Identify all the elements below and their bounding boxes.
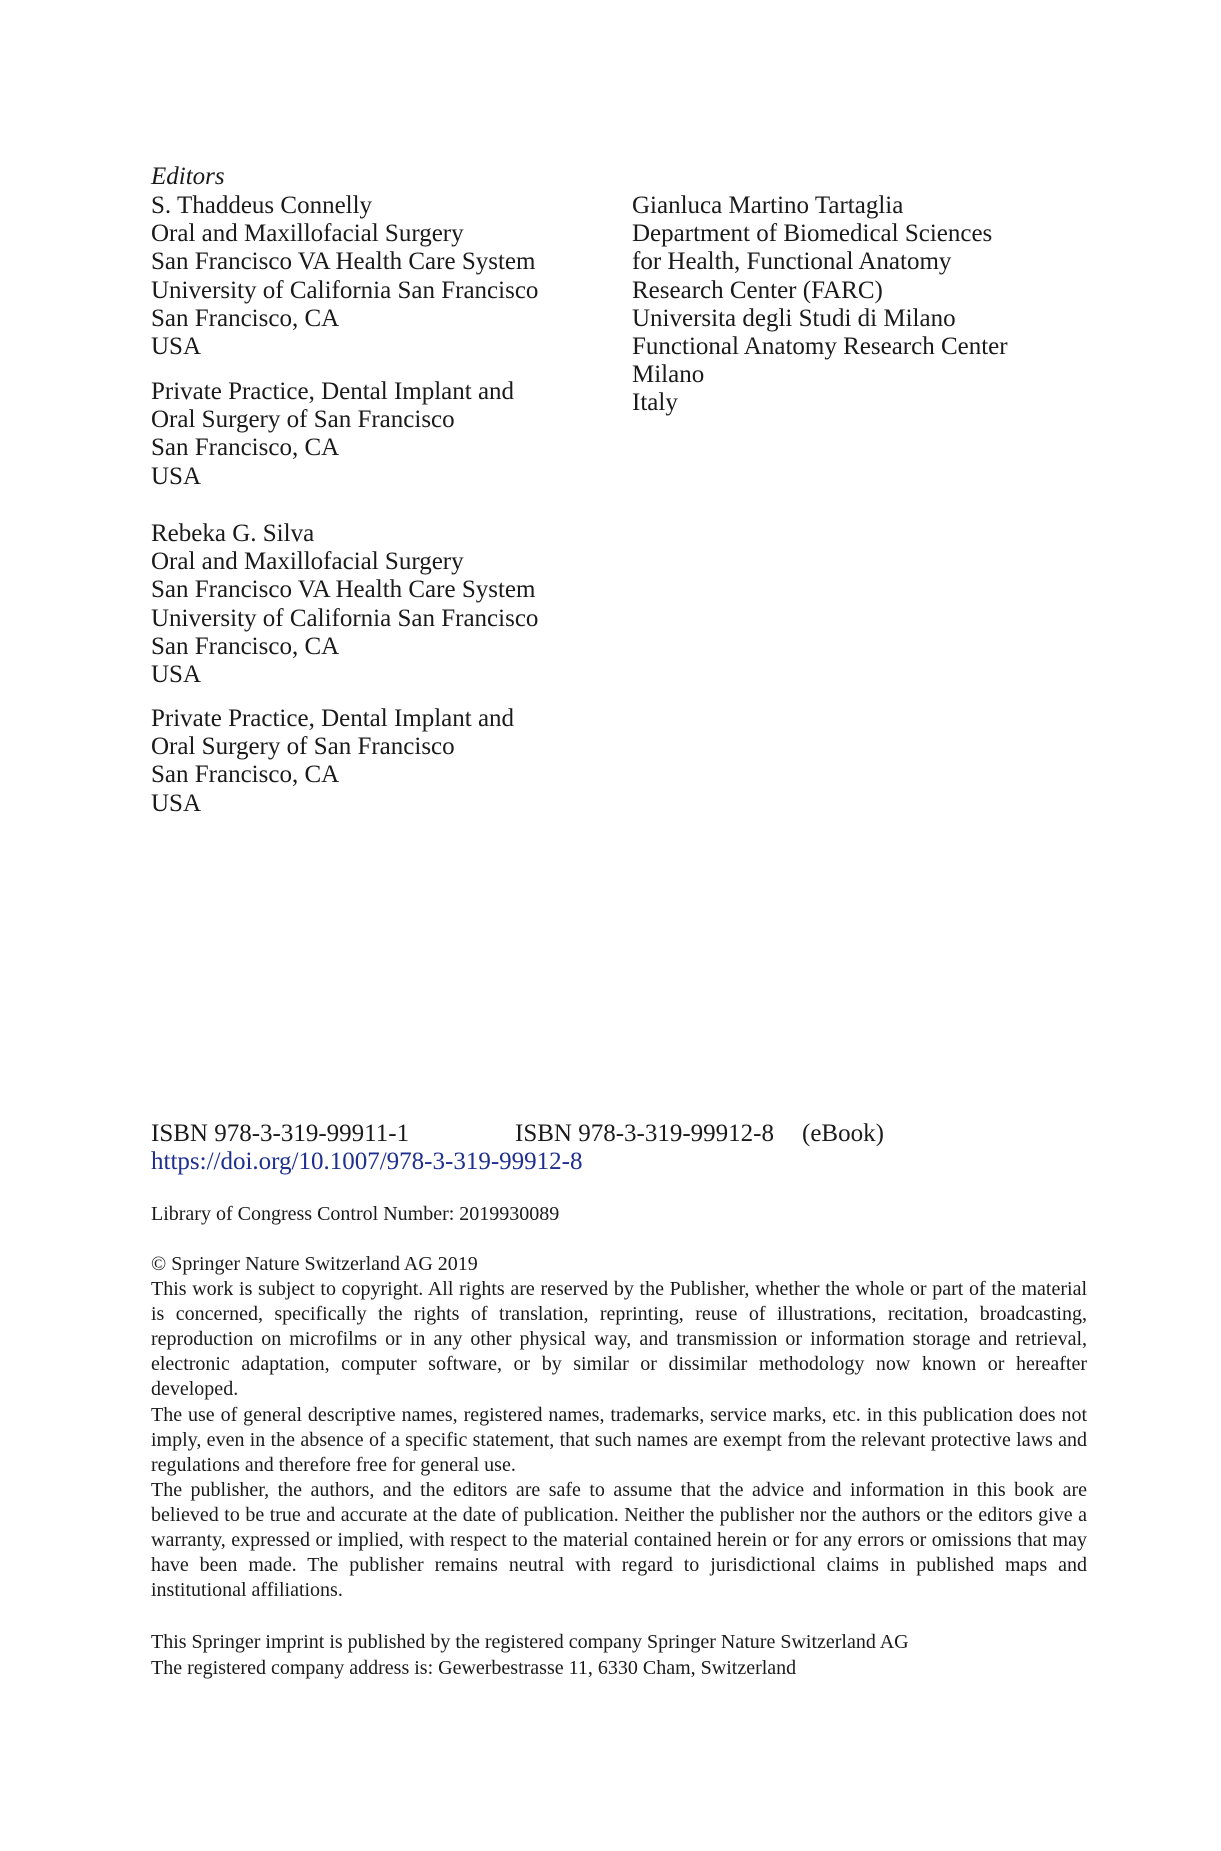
isbn-print: ISBN 978-3-319-99911-1	[151, 1120, 410, 1147]
editor-name: Gianluca Martino Tartaglia	[632, 192, 904, 219]
affiliation-line: University of California San Francisco	[151, 604, 539, 632]
affiliation-line: University of California San Francisco	[151, 276, 539, 304]
editor-name: Rebeka G. Silva	[151, 520, 315, 547]
affiliation-line: Universita degli Studi di Milano	[632, 304, 956, 332]
imprint-line: This Springer imprint is published by the registered company Springer Nature Switzerland AG	[151, 1631, 909, 1653]
editor-connelly-secondary-affiliation	[151, 378, 514, 491]
doi-link[interactable]: https://doi.org/10.1007/978-3-319-99912-8	[151, 1148, 583, 1175]
affiliation-line: Private Practice, Dental Implant and	[151, 378, 515, 405]
editor-connelly-primary-affiliation	[151, 192, 538, 361]
affiliation-line: San Francisco VA Health Care System	[151, 248, 536, 276]
copyright-statement	[151, 1252, 1087, 1603]
copyright-paragraph: The publisher, the authors, and the editors are safe to assume that the advice and information in this book are believed to be true and accurate at the date of publication. Neither the publisher nor the authors or the editors give a warranty, expressed or implied, with respect to the material contained herein or for any errors or omissions that may have been made. The publisher remains neutral with regard to jurisdictional claims in published maps and institutional affiliations.	[151, 1478, 1087, 1602]
affiliation-line: Functional Anatomy Research Center	[632, 333, 1008, 361]
affiliation-line: San Francisco, CA	[151, 434, 340, 462]
ebook-label: (eBook)	[802, 1120, 884, 1147]
editors-heading: Editors	[151, 163, 225, 190]
affiliation-line: Italy	[632, 389, 678, 417]
editor-silva-primary-affiliation	[151, 520, 538, 689]
affiliation-line: Private Practice, Dental Implant and	[151, 705, 515, 732]
affiliation-line: Research Center (FARC)	[632, 276, 883, 304]
copyright-paragraph: The use of general descriptive names, registered names, trademarks, service marks, etc. in this publication does not imply, even in the absence of a specific statement, that such names are exempt from the relevant protective laws and regulations and therefore free for general use.	[151, 1403, 1087, 1476]
imprint-line: The registered company address is: Gewerbestrasse 11, 6330 Cham, Switzerland	[151, 1656, 797, 1679]
affiliation-line: San Francisco VA Health Care System	[151, 576, 536, 604]
imprint-statement	[151, 1630, 1087, 1681]
affiliation-line: Milano	[632, 361, 705, 389]
copyright-paragraph: This work is subject to copyright. All rights are reserved by the Publisher, whether the whole or part of the material is concerned, specifically the rights of translation, reprinting, reuse of illustrations, recitation, broadcasting, reproduction on microfilms or in any other physical way, and transmission or information storage and retrieval, electronic adaptation, computer software, or by similar or dissimilar methodology now known or hereafter developed.	[151, 1278, 1087, 1401]
affiliation-line: San Francisco, CA	[151, 632, 340, 660]
affiliation-line: San Francisco, CA	[151, 761, 340, 789]
affiliation-line: USA	[151, 462, 202, 490]
isbn-ebook: ISBN 978-3-319-99912-8	[515, 1120, 775, 1147]
editor-tartaglia-affiliation	[632, 192, 1008, 418]
editor-name: S. Thaddeus Connelly	[151, 192, 373, 219]
affiliation-line: USA	[151, 333, 202, 361]
editor-silva-secondary-affiliation	[151, 705, 514, 818]
affiliation-line: Oral and Maxillofacial Surgery	[151, 220, 464, 248]
affiliation-line: Oral Surgery of San Francisco	[151, 406, 455, 434]
affiliation-line: Oral Surgery of San Francisco	[151, 733, 455, 761]
affiliation-line: Department of Biomedical Sciences	[632, 220, 993, 248]
copyright-notice: © Springer Nature Switzerland AG 2019	[151, 1253, 478, 1275]
lccn: Library of Congress Control Number: 2019930089	[151, 1203, 560, 1225]
affiliation-line: USA	[151, 789, 202, 817]
affiliation-line: San Francisco, CA	[151, 304, 340, 332]
affiliation-line: for Health, Functional Anatomy	[632, 248, 952, 276]
affiliation-line: USA	[151, 661, 202, 689]
affiliation-line: Oral and Maxillofacial Surgery	[151, 548, 464, 576]
